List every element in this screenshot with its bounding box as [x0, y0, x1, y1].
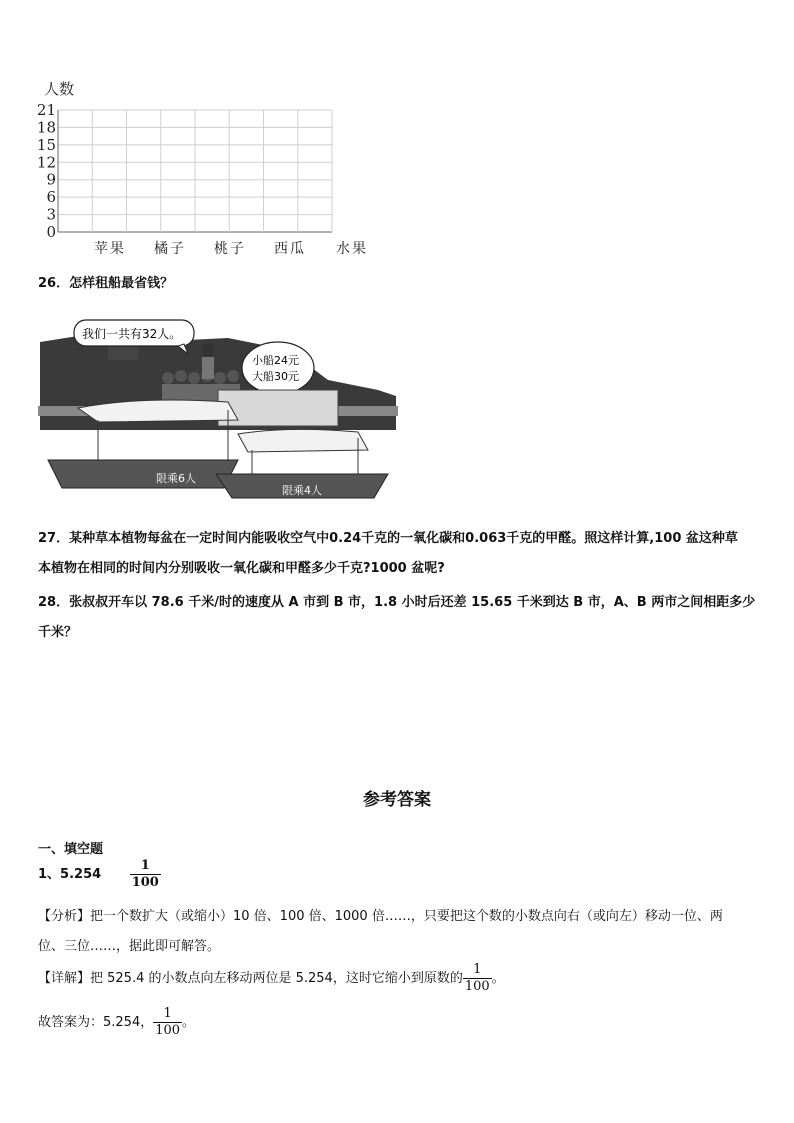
small-boat: [216, 429, 388, 498]
conclusion-text: 故答案为：5.254，: [38, 1015, 154, 1030]
boat-rental-illustration: [38, 310, 398, 500]
y-tick-label: 18: [36, 118, 56, 137]
x-category-label: 桃子: [214, 241, 246, 257]
y-tick-label: 3: [46, 205, 56, 224]
conclusion-fraction-denominator: 100: [155, 1023, 181, 1038]
y-tick-label: 12: [36, 153, 56, 172]
conclusion-fraction: [153, 1006, 182, 1039]
question-27-line1: 27．某种草本植物每盆在一定时间内能吸收空气中0.24千克的一氧化碳和0.063千克的甲醛。照这样计算,100 盆这种草: [38, 531, 738, 546]
fraction-one-hundredth: [130, 858, 161, 891]
detail: [38, 962, 505, 995]
x-category-label: 西瓜: [274, 241, 306, 257]
answer-1: [38, 858, 161, 891]
answers-title: 参考答案: [363, 790, 431, 810]
fruit-bar-chart: [36, 78, 381, 263]
y-tick-label: 0: [46, 223, 56, 241]
speech-text: 我们一共有32人。: [82, 327, 182, 341]
small-boat-label: 限乘4人: [282, 484, 322, 497]
analysis-line1: 【分析】把一个数扩大（或缩小）10 倍、100 倍、1000 倍……，只要把这个数的小数点向右（或向左）移动一位、两: [38, 909, 723, 924]
analysis-line2: 位、三位……，据此即可解答。: [38, 939, 221, 954]
y-axis-label: 人数: [44, 80, 75, 98]
detail-fraction-numerator: 1: [473, 962, 482, 977]
big-boat-price: 大船30元: [252, 370, 299, 383]
question-27: [38, 524, 762, 584]
analysis: [38, 902, 762, 962]
x-category-label: 苹果: [94, 241, 126, 257]
y-tick-label: 6: [46, 188, 56, 207]
question-28-line1: 28．张叔叔开车以 78.6 千米/时的速度从 A 市到 B 市，1.8 小时后还差 15.65 千米到达 B 市，A、B 两市之间相距多少: [38, 595, 756, 610]
question-26-title: 26．怎样租船最省钱？: [38, 276, 174, 291]
fraction-denominator: 100: [131, 875, 159, 890]
big-boat-label: 限乘6人: [156, 472, 196, 485]
detail-end: 。: [491, 971, 505, 986]
question-28-line2: 千米？: [38, 625, 78, 640]
y-tick-label: 9: [46, 170, 56, 189]
question-28: [38, 588, 762, 648]
detail-fraction-denominator: 100: [464, 979, 490, 994]
section-heading: 一、填空题: [38, 842, 104, 857]
conclusion: [38, 1006, 195, 1039]
x-category-label: 橘子: [154, 241, 186, 257]
price-bubble: [242, 342, 314, 394]
x-axis-label: 水果: [336, 241, 368, 257]
conclusion-fraction-numerator: 1: [163, 1006, 172, 1021]
answer-1-prefix: 1、5.254: [38, 867, 102, 882]
y-tick-label: 15: [36, 135, 56, 154]
fraction-numerator: 1: [140, 858, 150, 873]
small-boat-price: 小船24元: [252, 354, 299, 367]
detail-fraction: [463, 962, 492, 995]
question-27-line2: 本植物在相同的时间内分别吸收一氧化碳和甲醛多少千克?1000 盆呢?: [38, 561, 445, 576]
y-tick-label: 21: [36, 101, 56, 119]
conclusion-end: 。: [182, 1015, 196, 1030]
detail-text: 【详解】把 525.4 的小数点向左移动两位是 5.254，这时它缩小到原数的: [38, 971, 463, 986]
